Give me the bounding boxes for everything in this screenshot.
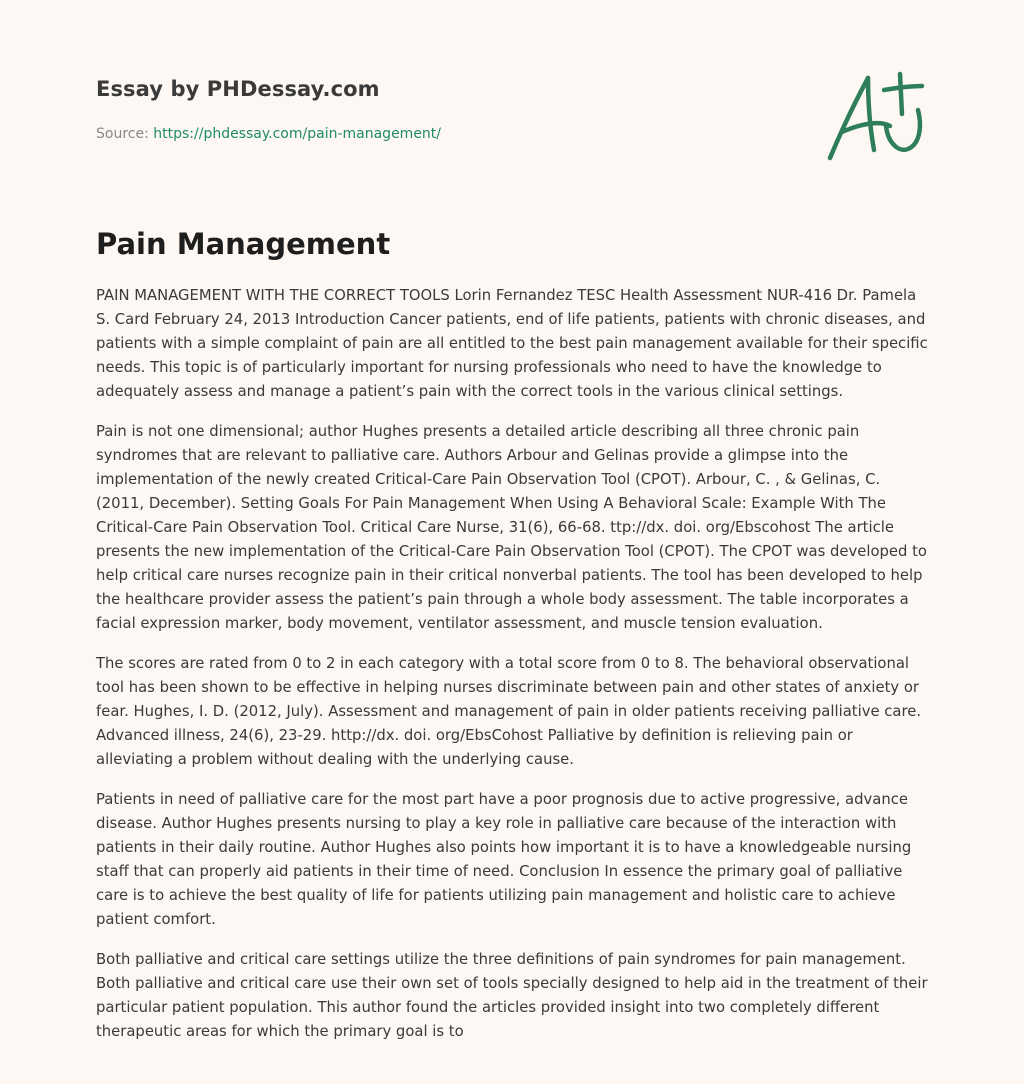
paragraph: Patients in need of palliative care for the most part have a poor prognosis due to active progressive, advance disease. Author Hughes presents nursing to play a key role in palliative care because of the interaction with patients in their daily routine. Author Hughes also points how important it is to have a knowledgeable nursing staff that can properly aid patients in their time of need. Conclusion In essence the primary goal of palliative care is to achieve the best quality of life for patients utilizing pain management and holistic care to achieve patient comfort. [96,791,912,928]
a-plus-grade-icon [820,66,930,166]
source-link[interactable]: https://phdessay.com/pain-management/ [153,126,442,142]
article-body [96,284,931,1060]
paragraph: Both palliative and critical care settings utilize the three definitions of pain syndromes for pain management. Both palliative and critical care use their own set of tools specially designed to help aid in the treatment of their particular patient population. This author found the articles provided insight into two completely different therapeutic areas for which the primary goal is to [96,951,928,1040]
paragraph: Pain is not one dimensional; author Hughes presents a detailed article describing all three chronic pain syndromes that are relevant to palliative care. Authors Arbour and Gelinas provide a glimpse into the implementation of the newly created Critical-Care Pain Observation Tool (CPOT). Arbour, C. , & Gelinas, C. (2011, December). Setting Goals For Pain Management When Using A Behavioral Scale: Example With The Critical-Care Pain Observation Tool. Critical Care Nurse, 31(6), 66-68. ttp://dx. doi. org/Ebscohost The article presents the new implementation of the Critical-Care Pain Observation Tool (CPOT). The CPOT was developed to help critical care nurses recognize pain in their critical nonverbal patients. The tool has been developed to help the healthcare provider assess the patient’s pain through a whole body assessment. The table incorporates a facial expression marker, body movement, ventilator assessment, and muscle tension evaluation. [96,423,927,632]
source-label: Source: [96,126,154,142]
brand-title: Essay by PHDessay.com [96,77,380,101]
essay-header [96,74,796,142]
source-line [96,124,441,144]
page-title: Pain Management [96,227,391,261]
paragraph: PAIN MANAGEMENT WITH THE CORRECT TOOLS Lorin Fernandez TESC Health Assessment NUR-416 Dr. Pamela S. Card February 24, 2013 Introduction Cancer patients, end of life patients, patients with chronic diseases, and patients with a simple complaint of pain are all entitled to the best pain management available for their specific needs. This topic is of particularly important for nursing professionals who need to have the knowledge to adequately assess and manage a patient’s pain with the correct tools in the various clinical settings. [96,287,928,400]
paragraph: The scores are rated from 0 to 2 in each category with a total score from 0 to 8. The behavioral observational tool has been shown to be effective in helping nurses discriminate between pain and other states of anxiety or fear. Hughes, I. D. (2012, July). Assessment and management of pain in older patients receiving palliative care. Advanced illness, 24(6), 23-29. http://dx. doi. org/EbsCohost Palliative by definition is relieving pain or alleviating a problem without dealing with the underlying cause. [96,655,922,768]
